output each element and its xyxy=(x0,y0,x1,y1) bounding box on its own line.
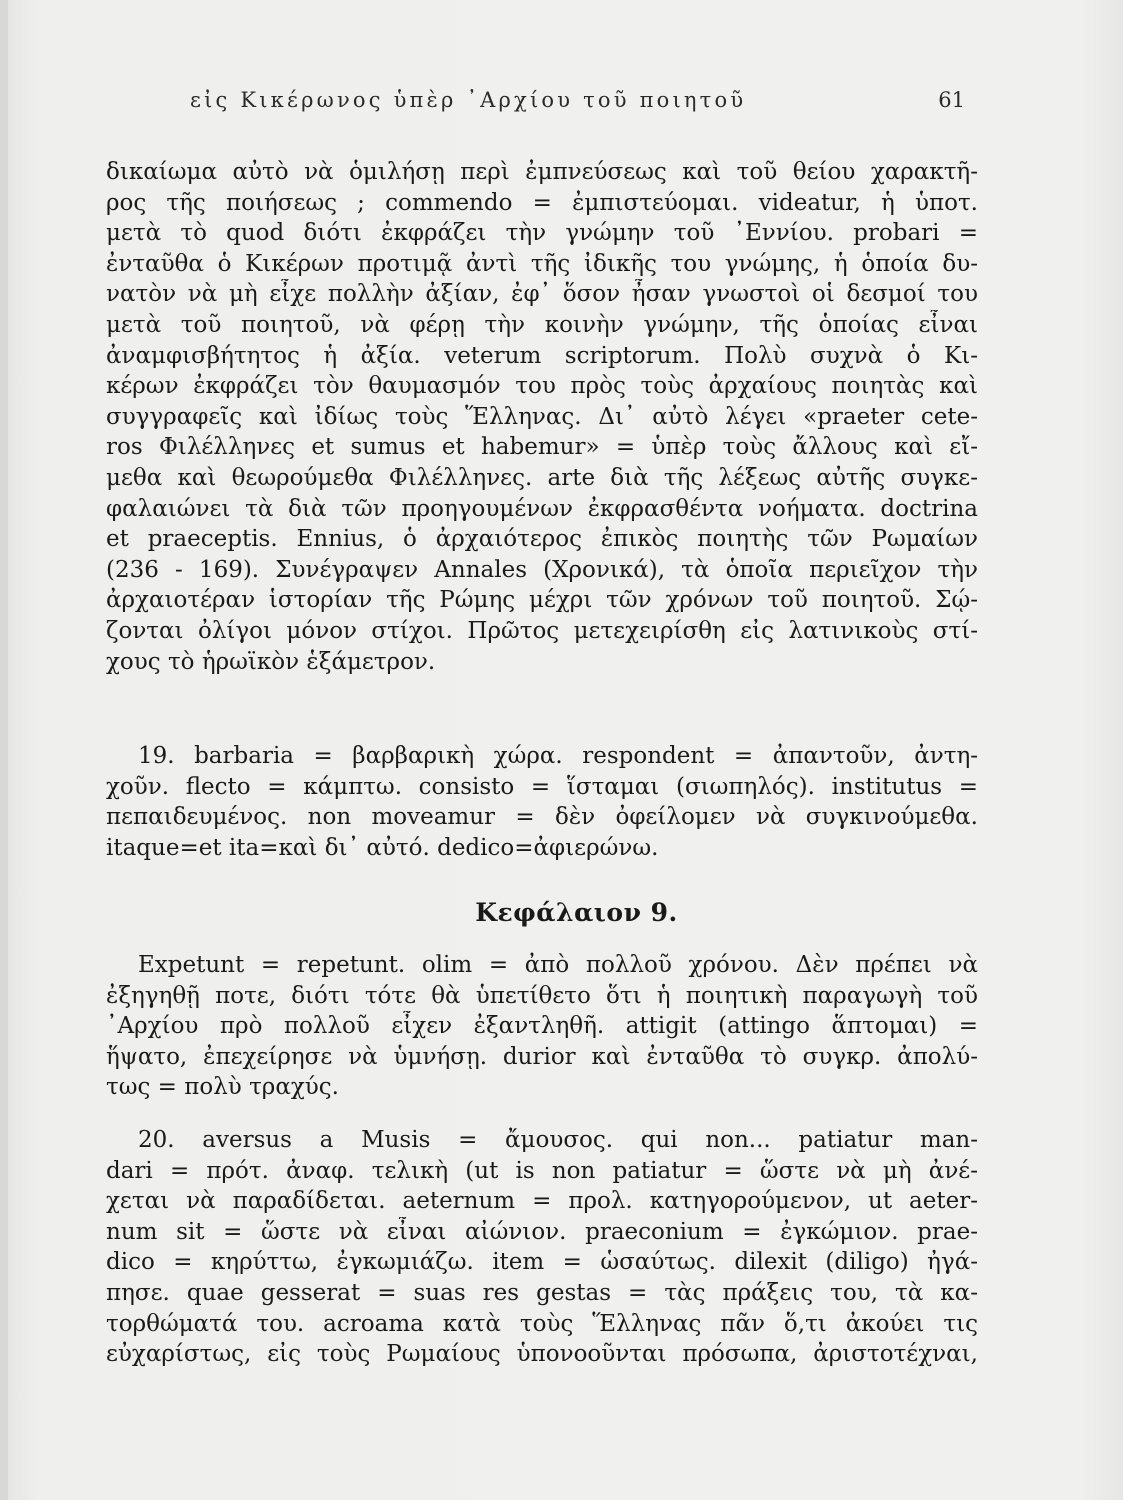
text-line: χεται νὰ παραδίδεται. aeternum = προλ. κατηγορούμενον, ut aeter- xyxy=(106,1188,978,1215)
text-line: ros Φιλέλληνες et sumus et habemur» = ὑπὲρ τοὺς ἄλλους καὶ εἴ- xyxy=(106,434,978,461)
text-line: Expetunt = repetunt. olim = ἀπὸ πολλοῦ χρόνου. Δὲν πρέπει νὰ xyxy=(138,952,978,978)
text-line: 19. barbaria = βαρβαρικὴ χώρα. respondent = ἀπαντοῦν, ἀντη- xyxy=(138,743,978,769)
paragraph-note-20 xyxy=(106,1125,978,1370)
paragraph-chapter-9-intro xyxy=(106,950,978,1103)
text-line: itaque=et ita=καὶ δι᾽ αὐτό. dedico=ἀφιερώνω. xyxy=(106,834,659,861)
text-line: ἥψατο, ἐπεχείρησε νὰ ὑμνήσῃ. durior καὶ ἐνταῦθα τὸ συγκρ. ἀπολύ- xyxy=(106,1043,978,1070)
text-line: ἀρχαιοτέραν ἱστορίαν τῆς Ρώμης μέχρι τῶν χρόνων τοῦ ποιητοῦ. Σῴ- xyxy=(106,587,978,614)
text-line: num sit = ὥστε νὰ εἶναι αἰώνιον. praeconium = ἐγκώμιον. prae- xyxy=(106,1218,978,1245)
page-number: 61 xyxy=(938,88,965,112)
text-line: μετὰ τοῦ ποιητοῦ, νὰ φέρῃ τὴν κοινὴν γνώμην, τῆς ὁποίας εἶναι xyxy=(106,311,978,338)
paragraph-note-19 xyxy=(106,741,978,863)
text-line: τορθώματά του. acroama κατὰ τοὺς Ἕλληνας πᾶν ὅ,τι ἀκούει τις xyxy=(106,1310,978,1337)
text-line: τως = πολὺ τραχύς. xyxy=(106,1074,339,1101)
text-line: κέρων ἐκφράζει τὸν θαυμασμόν του πρὸς τοὺς ἀρχαίους ποιητὰς καὶ xyxy=(106,373,978,400)
text-line: νατὸν νὰ μὴ εἶχε πολλὴν ἀξίαν, ἐφ᾽ ὅσον ἦσαν γνωστοὶ οἱ δεσμοί του xyxy=(106,281,978,308)
running-title: εἰς Κικέρωνος ὑπὲρ ᾽Αρχίου τοῦ ποιητοῦ xyxy=(190,88,747,112)
text-line: (236 - 169). Συνέγραψεν Annales (Χρονικά), τὰ ὁποῖα περιεῖχον τὴν xyxy=(106,556,978,583)
text-line: πησε. quae gesserat = suas res gestas = τὰς πράξεις του, τὰ κα- xyxy=(106,1279,978,1306)
text-line: ἀναμφισβήτητος ἡ ἀξία. veterum scriptorum. Πολὺ συχνὰ ὁ Κι- xyxy=(106,342,978,369)
text-line: χους τὸ ἡρωϊκὸν ἑξάμετρον. xyxy=(106,648,436,675)
running-header xyxy=(190,88,965,118)
text-line: χοῦν. flecto = κάμπτω. consisto = ἵσταμαι (σιωπηλός). institutus = xyxy=(106,773,978,800)
text-line: ρος τῆς ποιήσεως ; commendo = ἐμπιστεύομαι. videatur, ἡ ὑποτ. xyxy=(106,189,978,216)
text-line: et praeceptis. Ennius, ὁ ἀρχαιότερος ἐπικὸς ποιητὴς τῶν Ρωμαίων xyxy=(106,526,978,553)
text-line: ἐξηγηθῇ ποτε, διότι τότε θὰ ὑπετίθετο ὅτι ἡ ποιητικὴ παραγωγὴ τοῦ xyxy=(106,982,978,1009)
text-line: ζονται ὀλίγοι μόνον στίχοι. Πρῶτος μετεχειρίσθη εἰς λατινικοὺς στί- xyxy=(106,617,978,644)
paragraph-continuation xyxy=(106,157,978,677)
text-line: dico = κηρύττω, ἐγκωμιάζω. item = ὡσαύτως. dilexit (diligo) ἠγά- xyxy=(106,1249,978,1276)
text-line: dari = πρότ. ἀναφ. τελικὴ (ut is non patiatur = ὥστε νὰ μὴ ἀνέ- xyxy=(106,1157,978,1184)
page-edge-shadow xyxy=(0,0,8,1500)
text-line: δικαίωμα αὐτὸ νὰ ὁμιλήσῃ περὶ ἐμπνεύσεως καὶ τοῦ θείου χαρακτῆ- xyxy=(106,159,978,185)
text-line: εὐχαρίστως, εἰς τοὺς Ρωμαίους ὑπονοοῦνται πρόσωπα, ἀριστοτέχναι, xyxy=(106,1341,978,1368)
text-line: 20. aversus a Musis = ἄμουσος. qui non... patiatur man- xyxy=(138,1127,978,1153)
text-line: ᾽Αρχίου πρὸ πολλοῦ εἶχεν ἐξαντληθῆ. attigit (attingo ἅπτομαι) = xyxy=(106,1013,978,1040)
text-line: μετὰ τὸ quod διότι ἐκφράζει τὴν γνώμην τοῦ ᾽Εννίου. probari = xyxy=(106,220,978,247)
text-line: συγγραφεῖς καὶ ἰδίως τοὺς Ἕλληνας. Δι᾽ αὐτὸ λέγει «praeter cete- xyxy=(106,403,978,430)
text-line: μεθα καὶ θεωρούμεθα Φιλέλληνες. arte διὰ τῆς λέξεως αὐτῆς συγκε- xyxy=(106,464,978,491)
text-line: πεπαιδευμένος. non moveamur = δὲν ὀφείλομεν νὰ συγκινούμεθα. xyxy=(106,804,978,831)
chapter-heading: Κεφάλαιον 9. xyxy=(475,898,678,927)
text-line: ἐνταῦθα ὁ Κικέρων προτιμᾷ ἀντὶ τῆς ἰδικῆς του γνώμης, ἡ ὁποία δυ- xyxy=(106,250,978,277)
text-line: φαλαιώνει τὰ διὰ τῶν προηγουμένων ἐκφρασθέντα νοήματα. doctrina xyxy=(106,495,978,522)
